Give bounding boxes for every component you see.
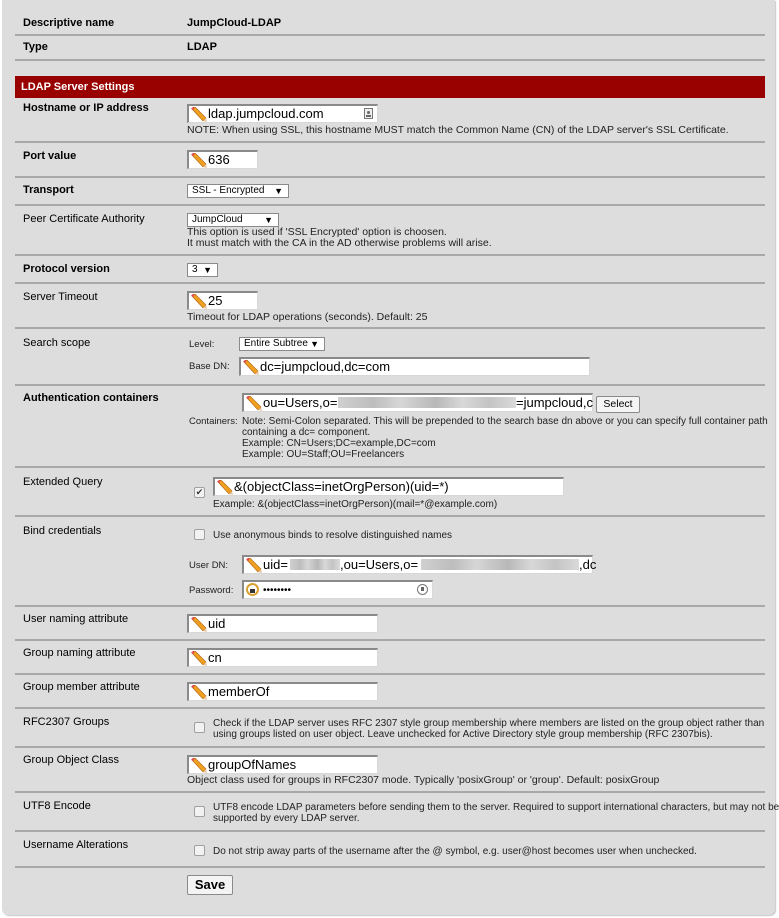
- redacted-text: [421, 559, 579, 570]
- username-alterations-checkbox[interactable]: [194, 845, 205, 856]
- extended-query-input[interactable]: [213, 477, 564, 496]
- pencil-icon: [242, 360, 259, 375]
- anonymous-bind-label: Use anonymous binds to resolve distinguished names: [213, 530, 453, 541]
- redacted-text: [290, 559, 340, 570]
- username-alterations-label: Username Alterations: [23, 839, 129, 851]
- transport-row: [15, 178, 765, 206]
- group-object-class-input[interactable]: [187, 755, 378, 774]
- hostname-input[interactable]: [187, 104, 378, 123]
- group-member-attribute-label: Group member attribute: [23, 681, 140, 693]
- level-select[interactable]: [239, 337, 325, 351]
- auth-containers-input[interactable]: [242, 393, 593, 412]
- descriptive-name-label: Descriptive name: [23, 17, 115, 29]
- peer-ca-selected: JumpCloud: [192, 214, 243, 225]
- group-member-attribute-row: [15, 675, 765, 709]
- hostname-row: [15, 98, 765, 143]
- user-naming-attribute-value: uid: [208, 616, 226, 631]
- utf8-encode-checkbox[interactable]: [194, 806, 205, 817]
- type-row: [15, 36, 765, 61]
- user-dn-label: User DN:: [189, 560, 229, 571]
- hostname-value: ldap.jumpcloud.com: [208, 106, 324, 121]
- bind-credentials-label: Bind credentials: [23, 525, 102, 537]
- pencil-icon: [245, 396, 262, 411]
- protocol-version-selected: 3: [192, 264, 198, 275]
- utf8-encode-desc-1: UTF8 encode LDAP parameters before sending them to the server. Required to support international characters, but may not be: [213, 802, 779, 813]
- group-naming-attribute-row: [15, 641, 765, 675]
- group-object-class-note: Object class used for groups in RFC2307 mode. Typically 'posixGroup' or 'group'. Default: posixGroup: [187, 774, 660, 786]
- containers-example-1: Example: CN=Users;DC=example,DC=com: [242, 438, 436, 449]
- anonymous-bind-checkbox[interactable]: [194, 529, 205, 540]
- user-dn-input[interactable]: [242, 555, 597, 574]
- group-member-attribute-input[interactable]: [187, 682, 378, 701]
- pencil-icon: [190, 651, 207, 666]
- group-object-class-label: Group Object Class: [23, 754, 119, 766]
- group-member-attribute-value: memberOf: [208, 684, 270, 699]
- descriptive-name-row: [15, 0, 765, 36]
- group-naming-attribute-label: Group naming attribute: [23, 647, 136, 659]
- contact-card-icon[interactable]: [364, 108, 373, 119]
- rfc2307-groups-desc-1: Check if the LDAP server uses RFC 2307 style group membership where members are listed on the group object rather than: [213, 718, 765, 729]
- hostname-note: NOTE: When using SSL, this hostname MUST match the Common Name (CN) of the LDAP server's SSL Certificate.: [187, 124, 729, 136]
- server-timeout-label: Server Timeout: [23, 291, 98, 303]
- spacer: [15, 61, 765, 76]
- pencil-icon: [190, 617, 207, 632]
- key-ring-icon[interactable]: [417, 584, 428, 595]
- peer-ca-note-1: This option is used if 'SSL Encrypted' option is choosen.: [187, 226, 447, 238]
- rfc2307-groups-label: RFC2307 Groups: [23, 716, 110, 728]
- protocol-version-select[interactable]: [187, 263, 218, 277]
- peer-ca-select[interactable]: [187, 213, 279, 227]
- username-alterations-desc: Do not strip away parts of the username after the @ symbol, e.g. user@host becomes user when unchecked.: [213, 846, 697, 857]
- chevron-down-icon: ▼: [310, 339, 319, 349]
- rfc2307-groups-desc-2: using groups listed on user object. Leave unchecked for Active Directory style group membership (RFC 2307bis).: [213, 729, 713, 740]
- select-button[interactable]: Select: [596, 396, 640, 413]
- auth-containers-value-suffix: =jumpcloud,c: [516, 395, 593, 410]
- pencil-icon: [245, 558, 262, 573]
- transport-selected: SSL - Encrypted: [192, 185, 265, 196]
- hostname-label: Hostname or IP address: [23, 102, 149, 114]
- save-button[interactable]: Save: [187, 875, 233, 895]
- group-object-class-row: [15, 748, 765, 793]
- protocol-version-row: [15, 256, 765, 284]
- peer-ca-note-2: It must match with the CA in the AD otherwise problems will arise.: [187, 237, 492, 249]
- transport-label: Transport: [23, 184, 74, 196]
- user-naming-attribute-row: [15, 607, 765, 641]
- type-label: Type: [23, 41, 48, 53]
- password-label: Password:: [189, 585, 234, 596]
- rfc2307-groups-row: [15, 709, 765, 748]
- utf8-encode-row: [15, 793, 779, 832]
- chevron-down-icon: ▼: [203, 265, 212, 275]
- username-alterations-row: [15, 832, 765, 868]
- password-value: ••••••••: [263, 585, 292, 596]
- base-dn-label: Base DN:: [189, 361, 230, 372]
- port-value: 636: [208, 152, 230, 167]
- search-scope-row: [15, 329, 765, 386]
- extended-query-example: Example: &(objectClass=inetOrgPerson)(mail=*@example.com): [213, 499, 498, 510]
- chevron-down-icon: ▼: [264, 215, 273, 225]
- port-label: Port value: [23, 150, 77, 162]
- containers-note-2: containing a dc= component.: [242, 427, 371, 438]
- group-naming-attribute-input[interactable]: [187, 648, 378, 667]
- pencil-icon: [190, 153, 207, 168]
- type-value: LDAP: [187, 41, 217, 53]
- peer-ca-label: Peer Certificate Authority: [23, 213, 145, 225]
- utf8-encode-desc-2: supported by every LDAP server.: [213, 813, 360, 824]
- server-timeout-row: [15, 284, 765, 329]
- lock-icon: [246, 583, 259, 596]
- peer-ca-row: [15, 206, 765, 256]
- pencil-icon: [190, 107, 207, 122]
- password-input[interactable]: [242, 580, 433, 599]
- group-object-class-value: groupOfNames: [208, 757, 297, 772]
- extended-query-label: Extended Query: [23, 476, 103, 488]
- port-row: [15, 143, 765, 178]
- auth-containers-label: Authentication containers: [23, 392, 159, 404]
- base-dn-value: dc=jumpcloud,dc=com: [260, 359, 391, 374]
- settings-panel: [2, 0, 779, 915]
- utf8-encode-label: UTF8 Encode: [23, 800, 91, 812]
- user-naming-attribute-label: User naming attribute: [23, 613, 129, 625]
- server-timeout-value: 25: [208, 293, 223, 308]
- port-input[interactable]: [187, 150, 258, 169]
- group-naming-attribute-value: cn: [208, 650, 222, 665]
- auth-containers-value-prefix: ou=Users,o=: [263, 395, 338, 410]
- server-timeout-note: Timeout for LDAP operations (seconds). Default: 25: [187, 311, 428, 323]
- pencil-icon: [190, 758, 207, 773]
- search-scope-label: Search scope: [23, 337, 91, 349]
- pencil-icon: [190, 685, 207, 700]
- settings-form: [15, 0, 779, 908]
- descriptive-name-value: JumpCloud-LDAP: [187, 17, 282, 29]
- rfc2307-groups-checkbox[interactable]: [194, 722, 205, 733]
- level-label: Level:: [189, 339, 215, 350]
- chevron-down-icon: ▼: [274, 186, 283, 196]
- extended-query-checkbox[interactable]: ✔: [195, 487, 204, 497]
- extended-query-row: [15, 468, 765, 517]
- pencil-icon: [190, 294, 207, 309]
- user-dn-middle: ,ou=Users,o=: [340, 557, 419, 572]
- bind-credentials-row: [15, 517, 765, 607]
- protocol-version-label: Protocol version: [23, 263, 110, 275]
- containers-label: Containers:: [189, 416, 238, 427]
- server-timeout-input[interactable]: [187, 291, 258, 310]
- containers-example-2: Example: OU=Staff;OU=Freelancers: [242, 449, 405, 460]
- base-dn-input[interactable]: [239, 357, 590, 376]
- section-header: LDAP Server Settings: [15, 76, 765, 98]
- pencil-icon: [216, 480, 233, 495]
- redacted-text: [338, 397, 516, 408]
- user-dn-prefix: uid=: [263, 557, 288, 572]
- containers-note-1: Note: Semi-Colon separated. This will be prepended to the search base dn above or you can specify full container path: [242, 416, 768, 427]
- level-selected: Entire Subtree: [244, 338, 308, 349]
- user-naming-attribute-input[interactable]: [187, 614, 378, 633]
- extended-query-value: &(objectClass=inetOrgPerson)(uid=*): [234, 479, 449, 494]
- transport-select[interactable]: [187, 184, 289, 198]
- form-actions: [15, 868, 765, 908]
- user-dn-suffix: ,dc: [579, 557, 597, 572]
- auth-containers-row: [15, 386, 768, 468]
